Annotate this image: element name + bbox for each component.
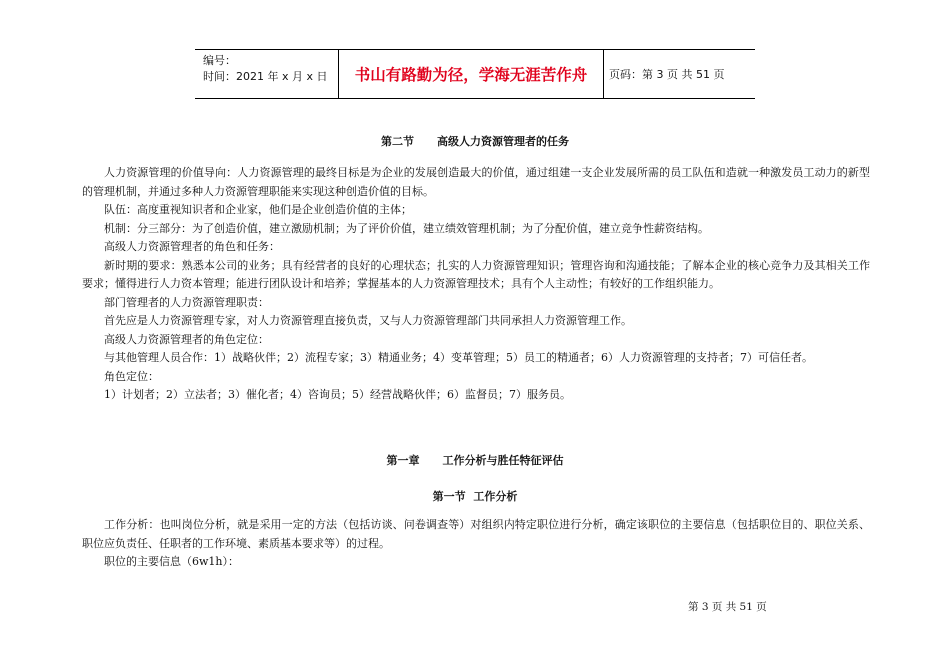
paragraph: 新时期的要求：熟悉本公司的业务；具有经营者的良好的心理状态；扎实的人力资源管理知识；管理咨询和沟通技能；了解本企业的核心竞争力及其相关工作要求；懂得进行人力资本管理；能进行团队设计和培养；掌握基本的人力资源管理技术；具有个人主动性；有较好的工作组织能力。 (82, 258, 870, 290)
header-page-code: 页码：第 3 页 共 51 页 (609, 68, 725, 81)
chapter-section-title: 第一节 工作分析 (432, 490, 518, 503)
paragraph: 1）计划者；2）立法者；3）催化者；4）咨询员；5）经营战略伙伴；6）监督员；7）服务员。 (104, 388, 571, 401)
paragraph: 高级人力资源管理者的角色和任务： (104, 240, 280, 253)
paragraph: 工作分析：也叫岗位分析，就是采用一定的方法（包括访谈、问卷调查等）对组织内特定职位进行分析，确定该职位的主要信息（包括职位目的、职位关系、职位应负责任、任职者的工作环境、素质基本要求等）的过程。 (82, 518, 870, 550)
header-meta (203, 53, 328, 85)
section-title: 第二节 高级人力资源管理者的任务 (381, 135, 569, 148)
paragraph: 人力资源管理的价值导向：人力资源管理的最终目标是为企业的发展创造最大的价值，通过组建一支企业发展所需的员工队伍和造就一种激发员工动力的新型的管理机制，并通过多种人力资源管理职能来实现这种创造价值的目标。 (82, 166, 870, 198)
time-label: 时间：2021 年 x 月 x 日 (203, 70, 328, 83)
paragraph: 与其他管理人员合作：1）战略伙伴；2）流程专家；3）精通业务；4）变革管理；5）员工的精通者；6）人力资源管理的支持者；7）可信任者。 (104, 351, 813, 364)
paragraph: 职位的主要信息（6w1h）： (104, 555, 239, 568)
page-footer: 第 3 页 共 51 页 (688, 601, 767, 613)
paragraph: 队伍：高度重视知识者和企业家，他们是企业创造价值的主体； (104, 203, 412, 216)
paragraph: 首先应是人力资源管理专家，对人力资源管理直接负责，又与人力资源管理部门共同承担人力资源管理工作。 (104, 314, 632, 327)
paragraph: 部门管理者的人力资源管理职责： (104, 295, 269, 309)
paragraph: 机制：分三部分：为了创造价值，建立激励机制；为了评价价值，建立绩效管理机制；为了分配价值，建立竞争性薪资结构。 (104, 221, 709, 235)
paragraph: 高级人力资源管理者的角色定位： (104, 332, 269, 346)
header-motto: 书山有路勤为径，学海无涯苦作舟 (338, 50, 604, 98)
page-header (195, 49, 755, 99)
section-body (82, 164, 870, 405)
paragraph: 角色定位： (104, 369, 159, 383)
chapter-body (82, 516, 870, 572)
chapter-title: 第一章 工作分析与胜任特征评估 (386, 454, 564, 467)
number-label: 编号： (203, 54, 236, 67)
